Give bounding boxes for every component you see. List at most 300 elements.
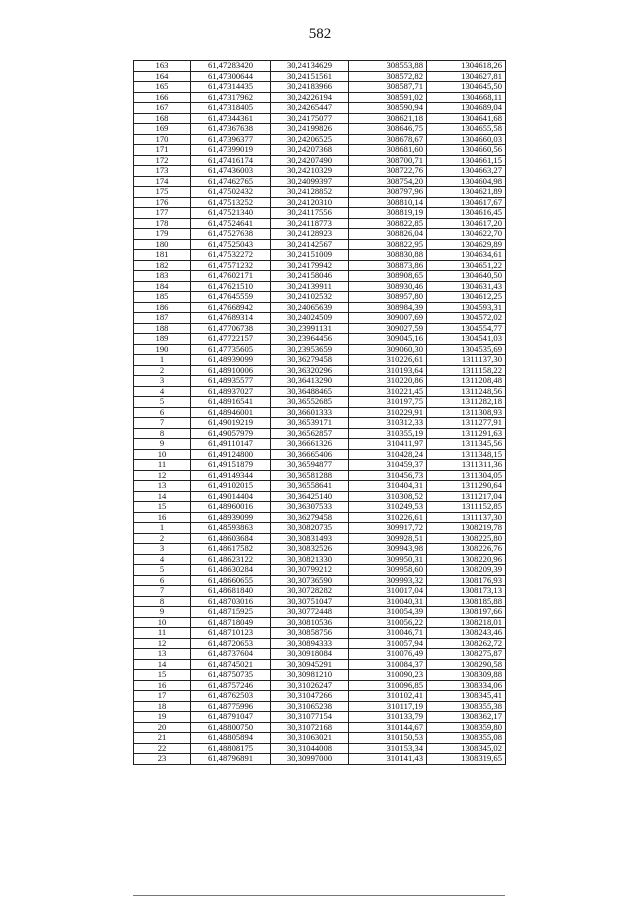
table-row bbox=[134, 575, 506, 586]
table-row bbox=[134, 407, 506, 418]
point-number-cell: 7 bbox=[134, 586, 191, 597]
latitude-cell: 61,47722157 bbox=[191, 334, 271, 345]
y-coordinate-cell: 1311290,64 bbox=[427, 481, 506, 492]
table-row bbox=[134, 176, 506, 187]
point-number-cell: 6 bbox=[134, 575, 191, 586]
x-coordinate-cell: 309007,69 bbox=[349, 313, 427, 324]
x-coordinate-cell: 310054,39 bbox=[349, 607, 427, 618]
point-number-cell: 183 bbox=[134, 271, 191, 282]
x-coordinate-cell: 309045,16 bbox=[349, 334, 427, 345]
latitude-cell: 61,49057979 bbox=[191, 428, 271, 439]
x-coordinate-cell: 310226,61 bbox=[349, 512, 427, 523]
longitude-cell: 30,24207368 bbox=[271, 145, 349, 156]
latitude-cell: 61,47602171 bbox=[191, 271, 271, 282]
x-coordinate-cell: 308678,67 bbox=[349, 134, 427, 145]
table-row bbox=[134, 502, 506, 513]
x-coordinate-cell: 309943,98 bbox=[349, 544, 427, 555]
longitude-cell: 30,23953659 bbox=[271, 344, 349, 355]
x-coordinate-cell: 308819,19 bbox=[349, 208, 427, 219]
y-coordinate-cell: 1304572,02 bbox=[427, 313, 506, 324]
table-row bbox=[134, 271, 506, 282]
latitude-cell: 61,48703016 bbox=[191, 596, 271, 607]
latitude-cell: 61,47367638 bbox=[191, 124, 271, 135]
longitude-cell: 30,24024509 bbox=[271, 313, 349, 324]
table-row bbox=[134, 544, 506, 555]
y-coordinate-cell: 1304641,68 bbox=[427, 113, 506, 124]
table-row bbox=[134, 460, 506, 471]
latitude-cell: 61,48737604 bbox=[191, 649, 271, 660]
table-row bbox=[134, 250, 506, 261]
table-row bbox=[134, 134, 506, 145]
point-number-cell: 172 bbox=[134, 155, 191, 166]
table-row bbox=[134, 586, 506, 597]
table-row bbox=[134, 397, 506, 408]
point-number-cell: 4 bbox=[134, 386, 191, 397]
longitude-cell: 30,24207490 bbox=[271, 155, 349, 166]
latitude-cell: 61,48939099 bbox=[191, 512, 271, 523]
latitude-cell: 61,47436003 bbox=[191, 166, 271, 177]
point-number-cell: 166 bbox=[134, 92, 191, 103]
point-number-cell: 12 bbox=[134, 470, 191, 481]
x-coordinate-cell: 308572,82 bbox=[349, 71, 427, 82]
point-number-cell: 187 bbox=[134, 313, 191, 324]
latitude-cell: 61,47513252 bbox=[191, 197, 271, 208]
y-coordinate-cell: 1308225,80 bbox=[427, 533, 506, 544]
longitude-cell: 30,24128852 bbox=[271, 187, 349, 198]
table-row bbox=[134, 638, 506, 649]
y-coordinate-cell: 1304618,26 bbox=[427, 61, 506, 72]
table-row bbox=[134, 680, 506, 691]
point-number-cell: 3 bbox=[134, 376, 191, 387]
longitude-cell: 30,24206525 bbox=[271, 134, 349, 145]
table-row bbox=[134, 113, 506, 124]
latitude-cell: 61,47416174 bbox=[191, 155, 271, 166]
longitude-cell: 30,30981210 bbox=[271, 670, 349, 681]
latitude-cell: 61,47645559 bbox=[191, 292, 271, 303]
x-coordinate-cell: 308754,20 bbox=[349, 176, 427, 187]
latitude-cell: 61,47283420 bbox=[191, 61, 271, 72]
point-number-cell: 5 bbox=[134, 397, 191, 408]
table-row bbox=[134, 523, 506, 534]
table-row bbox=[134, 197, 506, 208]
latitude-cell: 61,47344361 bbox=[191, 113, 271, 124]
table-row bbox=[134, 92, 506, 103]
point-number-cell: 169 bbox=[134, 124, 191, 135]
point-number-cell: 15 bbox=[134, 670, 191, 681]
longitude-cell: 30,36661326 bbox=[271, 439, 349, 450]
latitude-cell: 61,48808175 bbox=[191, 743, 271, 754]
y-coordinate-cell: 1308355,08 bbox=[427, 733, 506, 744]
y-coordinate-cell: 1311304,05 bbox=[427, 470, 506, 481]
latitude-cell: 61,48762503 bbox=[191, 691, 271, 702]
point-number-cell: 16 bbox=[134, 680, 191, 691]
longitude-cell: 30,24099397 bbox=[271, 176, 349, 187]
y-coordinate-cell: 1304554,77 bbox=[427, 323, 506, 334]
y-coordinate-cell: 1304660,03 bbox=[427, 134, 506, 145]
longitude-cell: 30,36594877 bbox=[271, 460, 349, 471]
latitude-cell: 61,47527638 bbox=[191, 229, 271, 240]
table-row bbox=[134, 155, 506, 166]
x-coordinate-cell: 309027,59 bbox=[349, 323, 427, 334]
y-coordinate-cell: 1308355,38 bbox=[427, 701, 506, 712]
y-coordinate-cell: 1308309,88 bbox=[427, 670, 506, 681]
x-coordinate-cell: 308810,14 bbox=[349, 197, 427, 208]
point-number-cell: 6 bbox=[134, 407, 191, 418]
bottom-rule bbox=[133, 895, 505, 896]
point-number-cell: 184 bbox=[134, 281, 191, 292]
table-row bbox=[134, 565, 506, 576]
x-coordinate-cell: 310459,37 bbox=[349, 460, 427, 471]
y-coordinate-cell: 1311208,48 bbox=[427, 376, 506, 387]
longitude-cell: 30,36279458 bbox=[271, 512, 349, 523]
x-coordinate-cell: 308621,18 bbox=[349, 113, 427, 124]
x-coordinate-cell: 310144,67 bbox=[349, 722, 427, 733]
longitude-cell: 30,30820735 bbox=[271, 523, 349, 534]
x-coordinate-cell: 309060,30 bbox=[349, 344, 427, 355]
point-number-cell: 164 bbox=[134, 71, 191, 82]
y-coordinate-cell: 1311248,56 bbox=[427, 386, 506, 397]
table-row bbox=[134, 229, 506, 240]
latitude-cell: 61,47462765 bbox=[191, 176, 271, 187]
table-row bbox=[134, 481, 506, 492]
table-row bbox=[134, 313, 506, 324]
latitude-cell: 61,48935577 bbox=[191, 376, 271, 387]
y-coordinate-cell: 1308209,39 bbox=[427, 565, 506, 576]
latitude-cell: 61,48710123 bbox=[191, 628, 271, 639]
longitude-cell: 30,36488465 bbox=[271, 386, 349, 397]
longitude-cell: 30,23964456 bbox=[271, 334, 349, 345]
x-coordinate-cell: 309917,72 bbox=[349, 523, 427, 534]
point-number-cell: 2 bbox=[134, 533, 191, 544]
longitude-cell: 30,30997000 bbox=[271, 754, 349, 765]
point-number-cell: 10 bbox=[134, 617, 191, 628]
latitude-cell: 61,49151879 bbox=[191, 460, 271, 471]
latitude-cell: 61,49124800 bbox=[191, 449, 271, 460]
point-number-cell: 23 bbox=[134, 754, 191, 765]
y-coordinate-cell: 1304640,50 bbox=[427, 271, 506, 282]
x-coordinate-cell: 310229,91 bbox=[349, 407, 427, 418]
x-coordinate-cell: 308908,65 bbox=[349, 271, 427, 282]
latitude-cell: 61,48775996 bbox=[191, 701, 271, 712]
y-coordinate-cell: 1308197,66 bbox=[427, 607, 506, 618]
x-coordinate-cell: 308591,02 bbox=[349, 92, 427, 103]
y-coordinate-cell: 1304617,20 bbox=[427, 218, 506, 229]
table-row bbox=[134, 302, 506, 313]
table-row bbox=[134, 208, 506, 219]
table-row bbox=[134, 334, 506, 345]
latitude-cell: 61,47399019 bbox=[191, 145, 271, 156]
y-coordinate-cell: 1311311,36 bbox=[427, 460, 506, 471]
longitude-cell: 30,30736590 bbox=[271, 575, 349, 586]
y-coordinate-cell: 1308362,17 bbox=[427, 712, 506, 723]
table-row bbox=[134, 670, 506, 681]
latitude-cell: 61,47314435 bbox=[191, 82, 271, 93]
latitude-cell: 61,48617582 bbox=[191, 544, 271, 555]
point-number-cell: 171 bbox=[134, 145, 191, 156]
latitude-cell: 61,48720653 bbox=[191, 638, 271, 649]
y-coordinate-cell: 1304604,98 bbox=[427, 176, 506, 187]
longitude-cell: 30,36279458 bbox=[271, 355, 349, 366]
point-number-cell: 1 bbox=[134, 355, 191, 366]
y-coordinate-cell: 1304616,45 bbox=[427, 208, 506, 219]
point-number-cell: 19 bbox=[134, 712, 191, 723]
y-coordinate-cell: 1304535,69 bbox=[427, 344, 506, 355]
x-coordinate-cell: 308681,60 bbox=[349, 145, 427, 156]
table-row bbox=[134, 166, 506, 177]
latitude-cell: 61,48681840 bbox=[191, 586, 271, 597]
table-row bbox=[134, 628, 506, 639]
longitude-cell: 30,30831493 bbox=[271, 533, 349, 544]
x-coordinate-cell: 310404,31 bbox=[349, 481, 427, 492]
table-row bbox=[134, 701, 506, 712]
latitude-cell: 61,48960016 bbox=[191, 502, 271, 513]
longitude-cell: 30,24175077 bbox=[271, 113, 349, 124]
table-row bbox=[134, 439, 506, 450]
longitude-cell: 30,36558641 bbox=[271, 481, 349, 492]
longitude-cell: 30,24199826 bbox=[271, 124, 349, 135]
point-number-cell: 188 bbox=[134, 323, 191, 334]
point-number-cell: 14 bbox=[134, 491, 191, 502]
longitude-cell: 30,31044008 bbox=[271, 743, 349, 754]
x-coordinate-cell: 310096,85 bbox=[349, 680, 427, 691]
y-coordinate-cell: 1311348,15 bbox=[427, 449, 506, 460]
point-number-cell: 11 bbox=[134, 460, 191, 471]
longitude-cell: 30,24151009 bbox=[271, 250, 349, 261]
y-coordinate-cell: 1304689,04 bbox=[427, 103, 506, 114]
latitude-cell: 61,47735605 bbox=[191, 344, 271, 355]
table-row bbox=[134, 712, 506, 723]
x-coordinate-cell: 308797,96 bbox=[349, 187, 427, 198]
point-number-cell: 174 bbox=[134, 176, 191, 187]
point-number-cell: 182 bbox=[134, 260, 191, 271]
table-row bbox=[134, 239, 506, 250]
latitude-cell: 61,48939099 bbox=[191, 355, 271, 366]
table-row bbox=[134, 596, 506, 607]
latitude-cell: 61,48593863 bbox=[191, 523, 271, 534]
y-coordinate-cell: 1304631,43 bbox=[427, 281, 506, 292]
y-coordinate-cell: 1308176,93 bbox=[427, 575, 506, 586]
table-row bbox=[134, 386, 506, 397]
longitude-cell: 30,24065639 bbox=[271, 302, 349, 313]
table-row bbox=[134, 71, 506, 82]
y-coordinate-cell: 1311158,22 bbox=[427, 365, 506, 376]
x-coordinate-cell: 310411,97 bbox=[349, 439, 427, 450]
point-number-cell: 17 bbox=[134, 691, 191, 702]
x-coordinate-cell: 308722,76 bbox=[349, 166, 427, 177]
table-row bbox=[134, 691, 506, 702]
point-number-cell: 179 bbox=[134, 229, 191, 240]
longitude-cell: 30,30858756 bbox=[271, 628, 349, 639]
point-number-cell: 178 bbox=[134, 218, 191, 229]
table-row bbox=[134, 754, 506, 765]
longitude-cell: 30,31026247 bbox=[271, 680, 349, 691]
x-coordinate-cell: 310040,31 bbox=[349, 596, 427, 607]
longitude-cell: 30,24151561 bbox=[271, 71, 349, 82]
longitude-cell: 30,24117556 bbox=[271, 208, 349, 219]
table-row bbox=[134, 218, 506, 229]
y-coordinate-cell: 1308290,58 bbox=[427, 659, 506, 670]
longitude-cell: 30,24158046 bbox=[271, 271, 349, 282]
latitude-cell: 61,48805894 bbox=[191, 733, 271, 744]
latitude-cell: 61,48946001 bbox=[191, 407, 271, 418]
table-row bbox=[134, 470, 506, 481]
longitude-cell: 30,36413290 bbox=[271, 376, 349, 387]
point-number-cell: 15 bbox=[134, 502, 191, 513]
table-row bbox=[134, 292, 506, 303]
table-row bbox=[134, 82, 506, 93]
longitude-cell: 30,24179942 bbox=[271, 260, 349, 271]
y-coordinate-cell: 1308275,87 bbox=[427, 649, 506, 660]
latitude-cell: 61,47502432 bbox=[191, 187, 271, 198]
latitude-cell: 61,48623122 bbox=[191, 554, 271, 565]
x-coordinate-cell: 310056,22 bbox=[349, 617, 427, 628]
point-number-cell: 167 bbox=[134, 103, 191, 114]
longitude-cell: 30,36562857 bbox=[271, 428, 349, 439]
point-number-cell: 185 bbox=[134, 292, 191, 303]
y-coordinate-cell: 1304622,70 bbox=[427, 229, 506, 240]
latitude-cell: 61,48757246 bbox=[191, 680, 271, 691]
x-coordinate-cell: 308826,04 bbox=[349, 229, 427, 240]
latitude-cell: 61,48630284 bbox=[191, 565, 271, 576]
point-number-cell: 11 bbox=[134, 628, 191, 639]
point-number-cell: 177 bbox=[134, 208, 191, 219]
y-coordinate-cell: 1304593,31 bbox=[427, 302, 506, 313]
latitude-cell: 61,49102015 bbox=[191, 481, 271, 492]
latitude-cell: 61,48603684 bbox=[191, 533, 271, 544]
longitude-cell: 30,31072168 bbox=[271, 722, 349, 733]
x-coordinate-cell: 310197,75 bbox=[349, 397, 427, 408]
point-number-cell: 186 bbox=[134, 302, 191, 313]
x-coordinate-cell: 309950,31 bbox=[349, 554, 427, 565]
table-row bbox=[134, 418, 506, 429]
y-coordinate-cell: 1311277,91 bbox=[427, 418, 506, 429]
point-number-cell: 16 bbox=[134, 512, 191, 523]
x-coordinate-cell: 309928,51 bbox=[349, 533, 427, 544]
longitude-cell: 30,30751047 bbox=[271, 596, 349, 607]
y-coordinate-cell: 1311217,04 bbox=[427, 491, 506, 502]
latitude-cell: 61,47532272 bbox=[191, 250, 271, 261]
point-number-cell: 180 bbox=[134, 239, 191, 250]
longitude-cell: 30,30810536 bbox=[271, 617, 349, 628]
table-row bbox=[134, 722, 506, 733]
latitude-cell: 61,47521340 bbox=[191, 208, 271, 219]
y-coordinate-cell: 1304660,56 bbox=[427, 145, 506, 156]
x-coordinate-cell: 310355,19 bbox=[349, 428, 427, 439]
latitude-cell: 61,47706738 bbox=[191, 323, 271, 334]
longitude-cell: 30,30918084 bbox=[271, 649, 349, 660]
latitude-cell: 61,47300644 bbox=[191, 71, 271, 82]
table-row bbox=[134, 355, 506, 366]
point-number-cell: 18 bbox=[134, 701, 191, 712]
longitude-cell: 30,31065238 bbox=[271, 701, 349, 712]
longitude-cell: 30,30945291 bbox=[271, 659, 349, 670]
point-number-cell: 10 bbox=[134, 449, 191, 460]
y-coordinate-cell: 1311308,93 bbox=[427, 407, 506, 418]
table-row bbox=[134, 449, 506, 460]
x-coordinate-cell: 310193,64 bbox=[349, 365, 427, 376]
x-coordinate-cell: 310312,33 bbox=[349, 418, 427, 429]
x-coordinate-cell: 308930,46 bbox=[349, 281, 427, 292]
point-number-cell: 20 bbox=[134, 722, 191, 733]
x-coordinate-cell: 310076,49 bbox=[349, 649, 427, 660]
latitude-cell: 61,48937027 bbox=[191, 386, 271, 397]
x-coordinate-cell: 310102,41 bbox=[349, 691, 427, 702]
x-coordinate-cell: 308822,85 bbox=[349, 218, 427, 229]
point-number-cell: 170 bbox=[134, 134, 191, 145]
y-coordinate-cell: 1308319,65 bbox=[427, 754, 506, 765]
point-number-cell: 4 bbox=[134, 554, 191, 565]
latitude-cell: 61,48916541 bbox=[191, 397, 271, 408]
point-number-cell: 12 bbox=[134, 638, 191, 649]
x-coordinate-cell: 310057,94 bbox=[349, 638, 427, 649]
table-row bbox=[134, 61, 506, 72]
y-coordinate-cell: 1308185,88 bbox=[427, 596, 506, 607]
x-coordinate-cell: 310226,61 bbox=[349, 355, 427, 366]
x-coordinate-cell: 310090,23 bbox=[349, 670, 427, 681]
y-coordinate-cell: 1308219,78 bbox=[427, 523, 506, 534]
latitude-cell: 61,48745021 bbox=[191, 659, 271, 670]
table-row bbox=[134, 103, 506, 114]
longitude-cell: 30,24265447 bbox=[271, 103, 349, 114]
longitude-cell: 30,24226194 bbox=[271, 92, 349, 103]
x-coordinate-cell: 310456,73 bbox=[349, 470, 427, 481]
point-number-cell: 8 bbox=[134, 596, 191, 607]
table-row bbox=[134, 512, 506, 523]
longitude-cell: 30,24142567 bbox=[271, 239, 349, 250]
point-number-cell: 9 bbox=[134, 607, 191, 618]
x-coordinate-cell: 309958,60 bbox=[349, 565, 427, 576]
latitude-cell: 61,48796891 bbox=[191, 754, 271, 765]
point-number-cell: 7 bbox=[134, 418, 191, 429]
x-coordinate-cell: 308830,88 bbox=[349, 250, 427, 261]
longitude-cell: 30,31063021 bbox=[271, 733, 349, 744]
coordinates-table-body bbox=[134, 61, 506, 765]
x-coordinate-cell: 310084,37 bbox=[349, 659, 427, 670]
table-row bbox=[134, 733, 506, 744]
point-number-cell: 21 bbox=[134, 733, 191, 744]
y-coordinate-cell: 1311345,56 bbox=[427, 439, 506, 450]
x-coordinate-cell: 308873,86 bbox=[349, 260, 427, 271]
x-coordinate-cell: 308957,80 bbox=[349, 292, 427, 303]
table-row bbox=[134, 187, 506, 198]
latitude-cell: 61,47524641 bbox=[191, 218, 271, 229]
latitude-cell: 61,49019219 bbox=[191, 418, 271, 429]
longitude-cell: 30,24128923 bbox=[271, 229, 349, 240]
longitude-cell: 30,31077154 bbox=[271, 712, 349, 723]
point-number-cell: 190 bbox=[134, 344, 191, 355]
point-number-cell: 2 bbox=[134, 365, 191, 376]
latitude-cell: 61,48660655 bbox=[191, 575, 271, 586]
longitude-cell: 30,30821330 bbox=[271, 554, 349, 565]
point-number-cell: 176 bbox=[134, 197, 191, 208]
table-row bbox=[134, 491, 506, 502]
point-number-cell: 168 bbox=[134, 113, 191, 124]
y-coordinate-cell: 1311137,30 bbox=[427, 512, 506, 523]
point-number-cell: 13 bbox=[134, 481, 191, 492]
longitude-cell: 30,36307533 bbox=[271, 502, 349, 513]
latitude-cell: 61,47396377 bbox=[191, 134, 271, 145]
point-number-cell: 181 bbox=[134, 250, 191, 261]
point-number-cell: 163 bbox=[134, 61, 191, 72]
point-number-cell: 173 bbox=[134, 166, 191, 177]
y-coordinate-cell: 1308220,96 bbox=[427, 554, 506, 565]
y-coordinate-cell: 1304661,15 bbox=[427, 155, 506, 166]
longitude-cell: 30,24210329 bbox=[271, 166, 349, 177]
longitude-cell: 30,30799212 bbox=[271, 565, 349, 576]
x-coordinate-cell: 310221,45 bbox=[349, 386, 427, 397]
y-coordinate-cell: 1304651,22 bbox=[427, 260, 506, 271]
table-row bbox=[134, 428, 506, 439]
